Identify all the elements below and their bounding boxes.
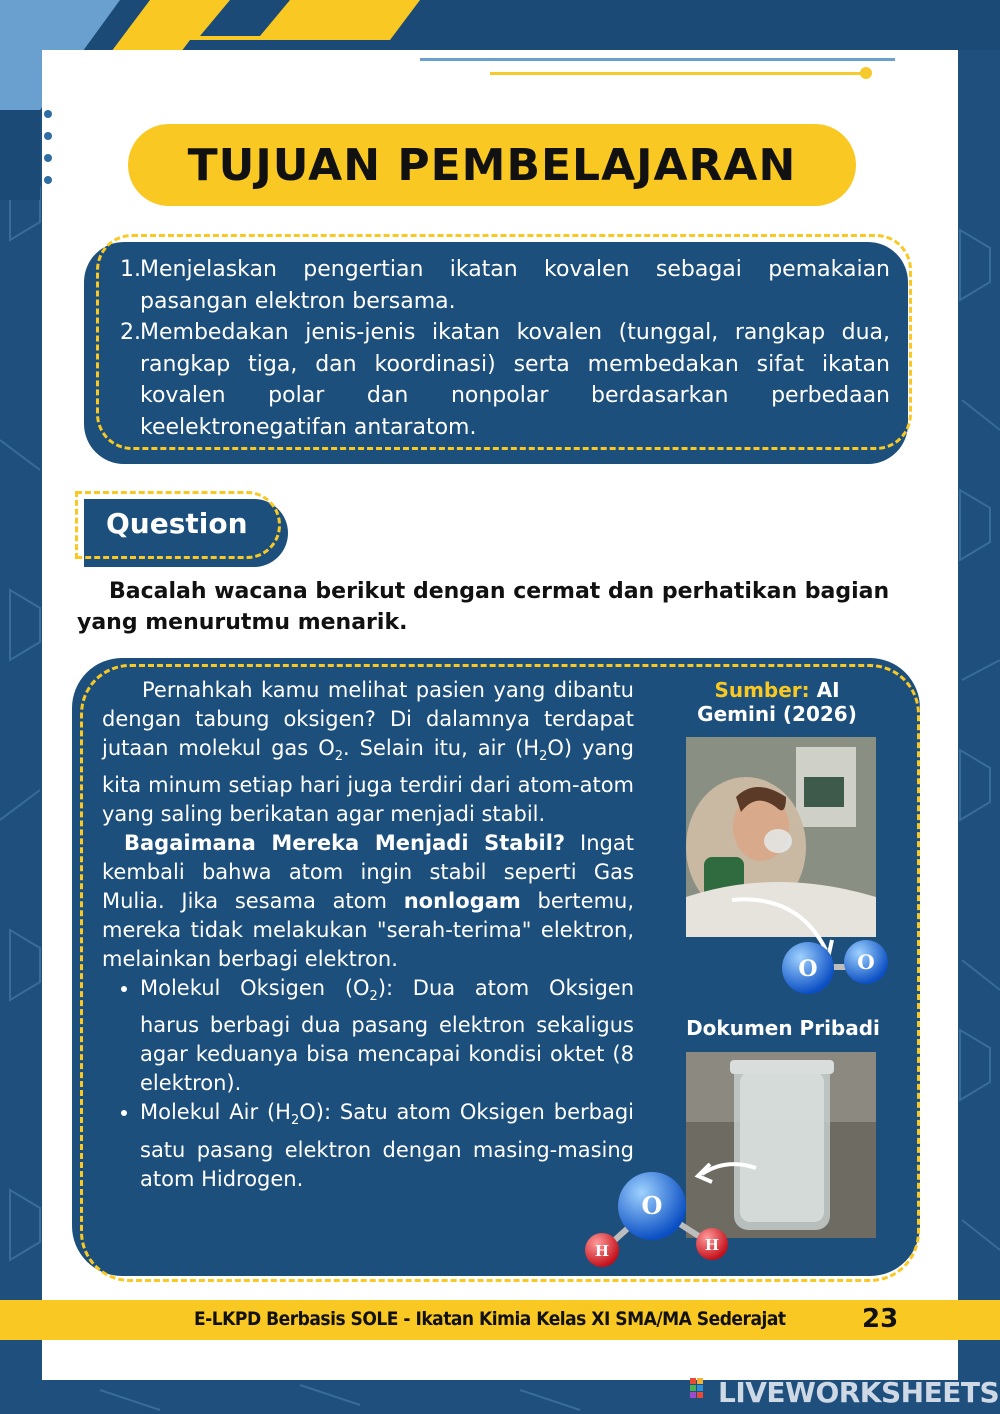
- dashed-border: [96, 234, 912, 450]
- question-label: Question: [106, 507, 248, 540]
- svg-text:H: H: [594, 1242, 610, 1260]
- objective-text: Membedakan jenis-jenis ikatan kovalen (tunggal, rangkap dua, rangkap tiga, dan koordinasi) serta membedakan sifat ikatan kovalen polar dan nonpolar berdasarkan perbedaan keelektronegatifan antaratom.: [140, 320, 890, 440]
- image-source-caption: Dokumen Pribadi: [686, 1016, 880, 1040]
- watermark: LIVEWORKSHEETS: [718, 1376, 1000, 1409]
- list-number: 2.: [120, 320, 141, 345]
- paragraph: Pernahkah kamu melihat pasien yang dibantu dengan tabung oksigen? Di dalamnya terdapat jutaan molekul gas $O_2$. Selain itu, air $(H_2O)$ yang kita minum setiap hari juga terdiri dari atom-atom yang saling berikatan agar menjadi stabil.: [102, 678, 634, 827]
- svg-text:O: O: [857, 950, 875, 974]
- svg-text:H: H: [704, 1236, 720, 1254]
- list-number: 1.: [120, 257, 141, 282]
- page-title: TUJUAN PEMBELAJARAN: [187, 139, 797, 191]
- footer-text: E-LKPD Berbasis SOLE - Ikatan Kimia Kelas XI SMA/MA Sederajat: [194, 1308, 786, 1330]
- image-source-caption: Sumber: AI Gemini (2026): [697, 678, 857, 726]
- decorative-dot: [860, 67, 872, 79]
- paragraph: Bagaimana Mereka Menjadi Stabil? Ingat kembali bahwa atom ingin stabil seperti Gas Mulia. Jika sesama atom nonlogam bertemu, mereka tidak melakukan "serah-terima" elektron, melainkan berbagi elektron.: [102, 831, 635, 972]
- title-banner: [128, 124, 856, 206]
- dashed-border: [75, 491, 281, 559]
- liveworksheets-logo-icon: [690, 1378, 712, 1402]
- list-item: • Molekul Air $(H_2O)$: Satu atom Oksigen berbagi satu pasang elektron dengan masing-masing atom Hidrogen.: [140, 1098, 634, 1193]
- list-item: • Molekul Oksigen $(O_2)$: Dua atom Oksigen harus berbagi dua pasang elektron sekaligus agar keduanya bisa mencapai kondisi oktet (8 elektron).: [140, 974, 634, 1098]
- decorative-line: [490, 72, 865, 75]
- dashed-border: [80, 664, 920, 1282]
- objective-text: Menjelaskan pengertian ikatan kovalen sebagai pemakaian pasangan elektron bersama.: [140, 257, 890, 314]
- decorative-line: [420, 58, 895, 61]
- footer-bar: [0, 1300, 1000, 1340]
- decorative-dots: [44, 110, 52, 198]
- svg-text:O: O: [641, 1191, 663, 1220]
- page-number: 23: [862, 1304, 899, 1334]
- svg-text:O: O: [798, 956, 818, 982]
- question-instruction: Bacalah wacana berikut dengan cermat dan perhatikan bagian yang menurutmu menarik.: [77, 579, 890, 635]
